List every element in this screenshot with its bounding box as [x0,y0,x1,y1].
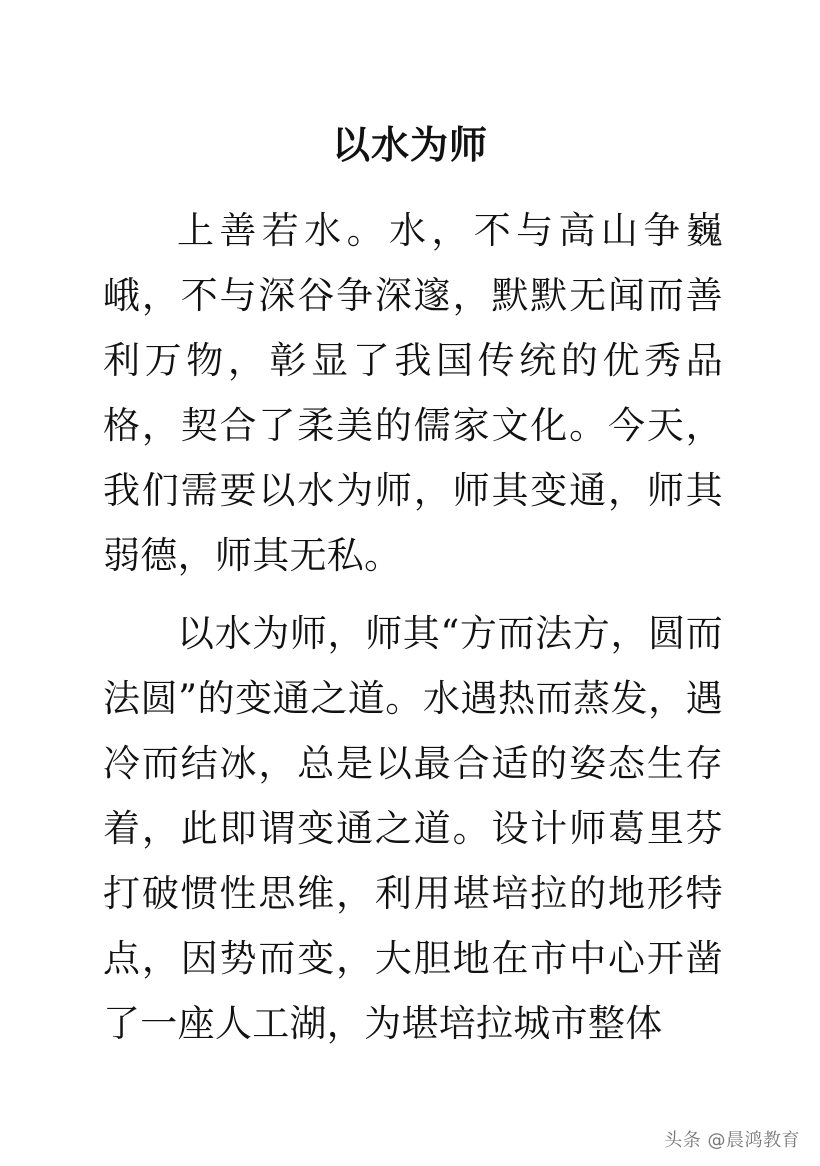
page-title: 以水为师 [331,122,488,167]
paragraph-2: 以水为师，师其“方而法方，圆而法圆”的变通之道。水遇热而蒸发，遇冷而结冰，总是以最合适的姿态生存着，此即谓变通之道。设计师葛里芬打破惯性思维，利用堪培拉的地形特点，因势而变，大胆地在市中心开凿了一座人工湖，为堪培拉城市整体 [103,612,723,1045]
watermark-text: 头条 @晨鸿教育 [664,1130,800,1151]
paragraph-1: 上善若水。水，不与高山争巍峨，不与深谷争深邃，默默无闻而善利万物，彰显了我国传统的优秀品格，契合了柔美的儒家文化。今天，我们需要以水为师，师其变通，师其弱德，师其无私。 [103,209,723,577]
